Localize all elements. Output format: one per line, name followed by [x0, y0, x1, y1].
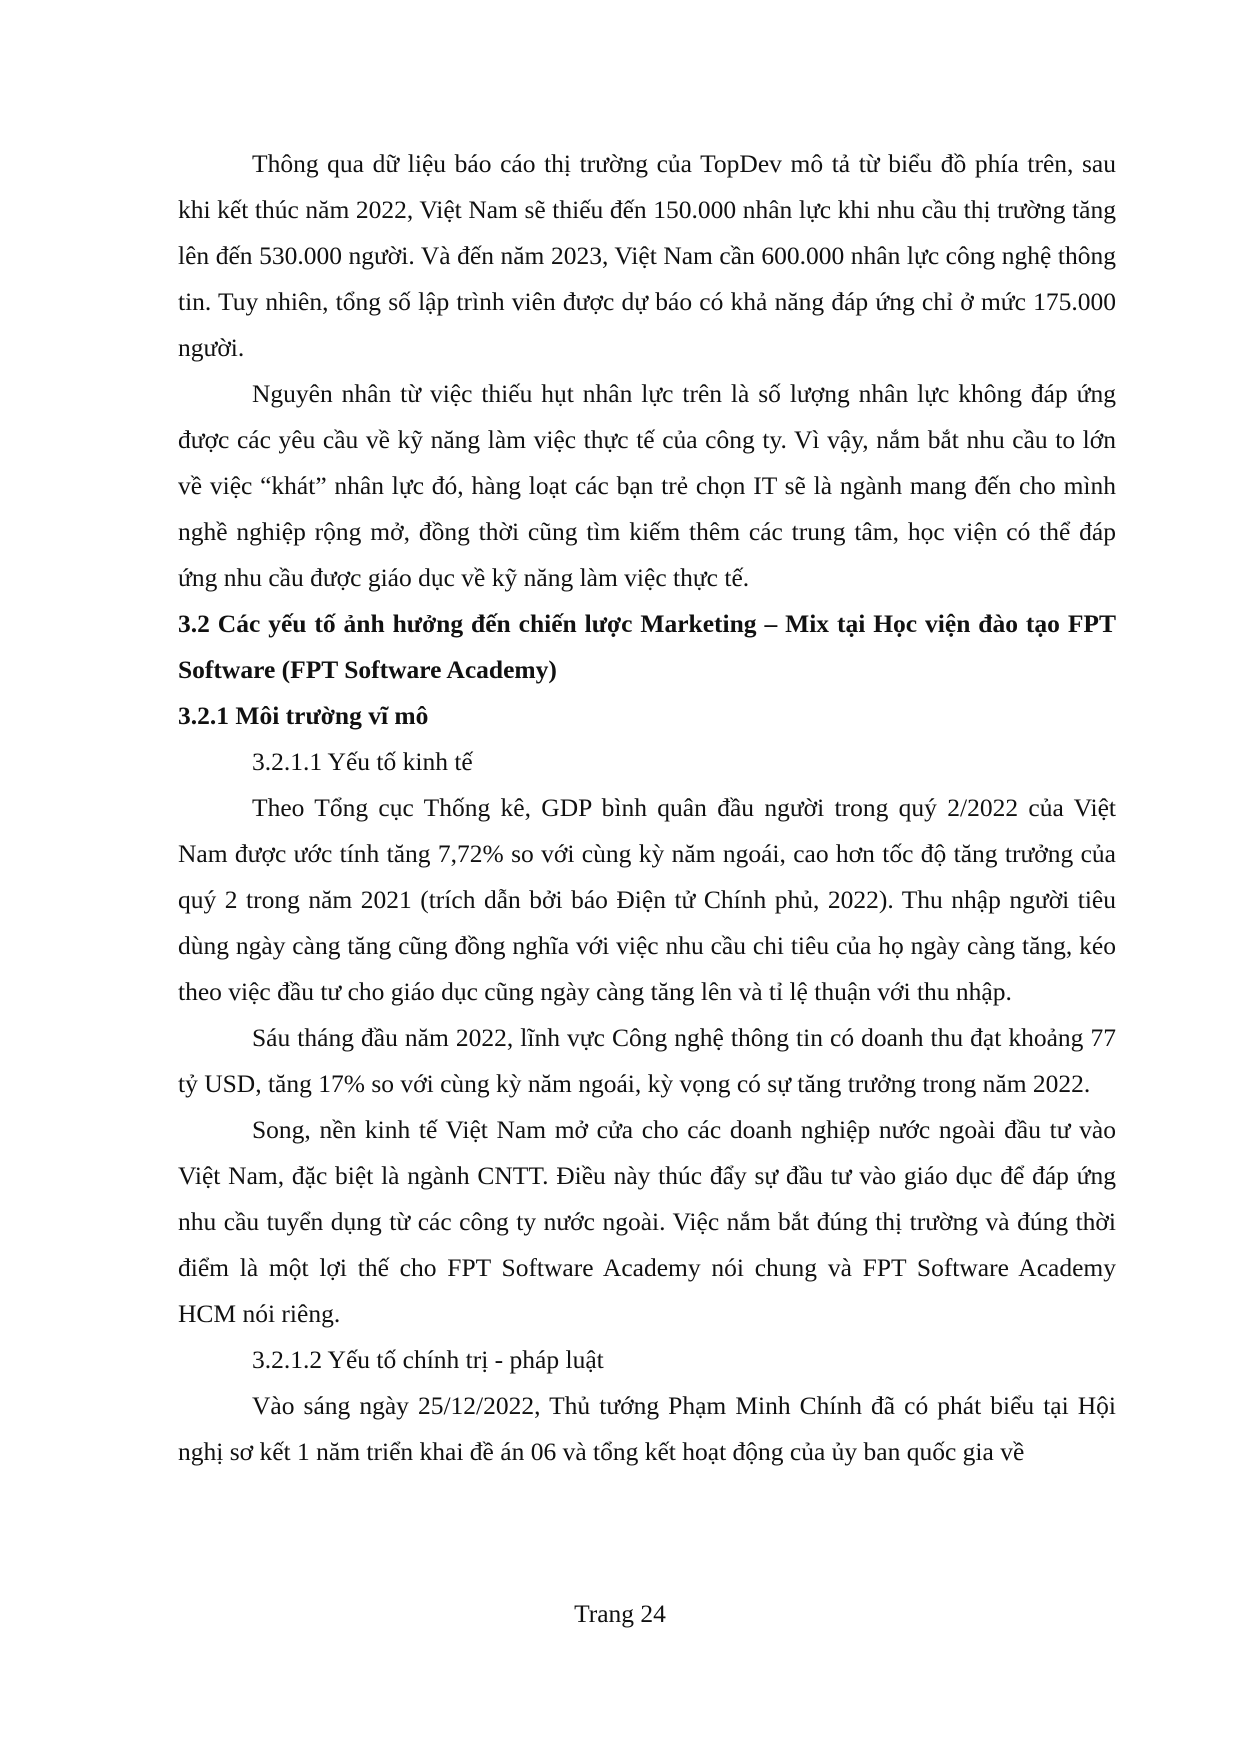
section-heading-3-2-1-1: 3.2.1.1 Yếu tố kinh tế — [252, 747, 473, 776]
page-number: Trang 24 — [574, 1599, 666, 1628]
body-paragraph: Vào sáng ngày 25/12/2022, Thủ tướng Phạm Minh Chính đã có phát biểu tại Hội nghị sơ kết 1 năm triển khai đề án 06 và tổng kết hoạt động của ủy ban quốc gia về — [178, 1391, 1116, 1466]
page-content — [178, 141, 1116, 1475]
body-paragraph: Thông qua dữ liệu báo cáo thị trường của TopDev mô tả từ biểu đồ phía trên, sau khi kết thúc năm 2022, Việt Nam sẽ thiếu đến 150.000 nhân lực khi nhu cầu thị trường tăng lên đến 530.000 người. Và đến năm 2023, Việt Nam cần 600.000 nhân lực công nghệ thông tin. Tuy nhiên, tổng số lập trình viên được dự báo có khả năng đáp ứng chỉ ở mức 175.000 người. — [178, 149, 1116, 362]
body-paragraph: Song, nền kinh tế Việt Nam mở cửa cho các doanh nghiệp nước ngoài đầu tư vào Việt Nam, đặc biệt là ngành CNTT. Điều này thúc đẩy sự đầu tư vào giáo dục để đáp ứng nhu cầu tuyển dụng từ các công ty nước ngoài. Việc nắm bắt đúng thị trường và đúng thời điểm là một lợi thế cho FPT Software Academy nói chung và FPT Software Academy HCM nói riêng. — [178, 1115, 1116, 1328]
section-heading-3-2: 3.2 Các yếu tố ảnh hưởng đến chiến lược Marketing – Mix tại Học viện đào tạo FPT Software (FPT Software Academy) — [178, 609, 1116, 684]
section-heading-3-2-1: 3.2.1 Môi trường vĩ mô — [178, 701, 429, 730]
body-paragraph: Theo Tổng cục Thống kê, GDP bình quân đầu người trong quý 2/2022 của Việt Nam được ước tính tăng 7,72% so với cùng kỳ năm ngoái, cao hơn tốc độ tăng trưởng của quý 2 trong năm 2021 (trích dẫn bởi báo Điện tử Chính phủ, 2022). Thu nhập người tiêu dùng ngày càng tăng cũng đồng nghĩa với việc nhu cầu chi tiêu của họ ngày càng tăng, kéo theo việc đầu tư cho giáo dục cũng ngày càng tăng lên và tỉ lệ thuận với thu nhập. — [178, 793, 1116, 1006]
body-paragraph: Sáu tháng đầu năm 2022, lĩnh vực Công nghệ thông tin có doanh thu đạt khoảng 77 tỷ USD, tăng 17% so với cùng kỳ năm ngoái, kỳ vọng có sự tăng trưởng trong năm 2022. — [178, 1023, 1116, 1098]
body-paragraph: Nguyên nhân từ việc thiếu hụt nhân lực trên là số lượng nhân lực không đáp ứng được các yêu cầu về kỹ năng làm việc thực tế của công ty. Vì vậy, nắm bắt nhu cầu to lớn về việc “khát” nhân lực đó, hàng loạt các bạn trẻ chọn IT sẽ là ngành mang đến cho mình nghề nghiệp rộng mở, đồng thời cũng tìm kiếm thêm các trung tâm, học viện có thể đáp ứng nhu cầu được giáo dục về kỹ năng làm việc thực tế. — [178, 379, 1116, 592]
section-heading-3-2-1-2: 3.2.1.2 Yếu tố chính trị - pháp luật — [252, 1345, 604, 1374]
